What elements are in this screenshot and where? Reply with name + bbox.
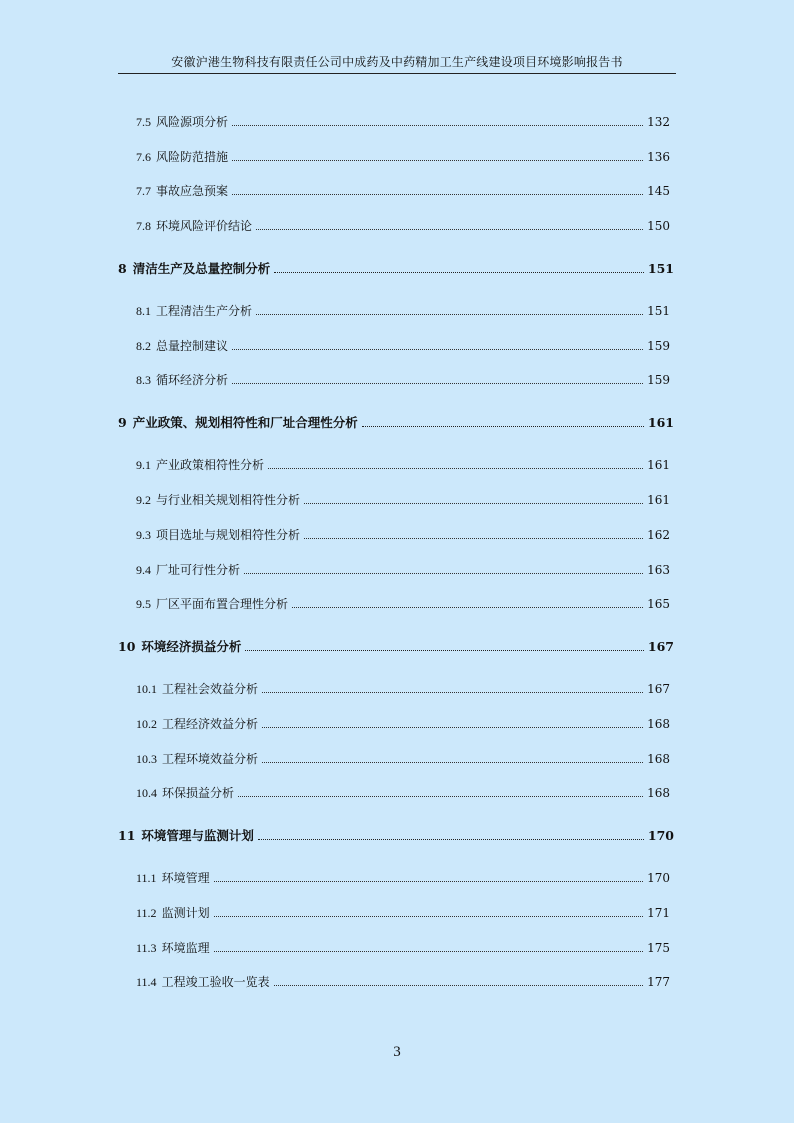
- toc-entry-title: 环保损益分析: [162, 786, 235, 801]
- toc-dot-leader: [256, 314, 643, 315]
- toc-chapter-entry[interactable]: [118, 257, 674, 277]
- toc-entry-number: 10.2: [136, 716, 157, 731]
- toc-entry-number: 11: [118, 827, 136, 843]
- toc-section-entry[interactable]: [118, 970, 670, 990]
- toc-spacer: [118, 612, 674, 635]
- toc-entry-page: 163: [647, 562, 670, 577]
- toc-dot-leader: [232, 160, 643, 161]
- toc-spacer: [118, 921, 674, 936]
- toc-spacer: [118, 234, 674, 257]
- toc-chapter-entry[interactable]: [118, 411, 674, 431]
- toc-section-entry[interactable]: [118, 677, 670, 697]
- toc-entry-title: 产业政策相符性分析: [156, 458, 265, 473]
- toc-entry-number: 10: [118, 638, 136, 654]
- toc-spacer: [118, 508, 674, 523]
- toc-spacer: [118, 655, 674, 678]
- toc-entry-page: 151: [647, 260, 674, 276]
- toc-entry-number: 9.3: [136, 527, 151, 542]
- toc-dot-leader: [232, 125, 643, 126]
- toc-section-entry[interactable]: [118, 145, 670, 165]
- toc-chapter-entry[interactable]: [118, 635, 674, 655]
- toc-entry-page: 136: [647, 149, 670, 164]
- toc-entry-title: 循环经济分析: [156, 373, 229, 388]
- toc-section-entry[interactable]: [118, 179, 670, 199]
- toc-dot-leader: [274, 272, 644, 273]
- toc-entry-number: 9.4: [136, 562, 151, 577]
- toc-entry-number: 9.2: [136, 493, 151, 508]
- toc-spacer: [118, 319, 674, 334]
- toc-spacer: [118, 354, 674, 369]
- toc-spacer: [118, 732, 674, 747]
- toc-entry-page: 167: [647, 682, 670, 697]
- toc-chapter-entry[interactable]: [118, 824, 674, 844]
- toc-section-entry[interactable]: [118, 901, 670, 921]
- toc-dot-leader: [244, 573, 643, 574]
- toc-entry-page: 150: [647, 219, 670, 234]
- toc-entry-number: 9.5: [136, 597, 151, 612]
- toc-section-entry[interactable]: [118, 523, 670, 543]
- toc-entry-title: 环境管理: [161, 871, 210, 886]
- toc-dot-leader: [214, 951, 644, 952]
- toc-entry-title: 项目选址与规划相符性分析: [156, 527, 301, 542]
- toc-dot-leader: [245, 650, 643, 651]
- toc-section-entry[interactable]: [118, 781, 670, 801]
- toc-section-entry[interactable]: [118, 712, 670, 732]
- toc-entry-number: 10.3: [136, 751, 157, 766]
- toc-section-entry[interactable]: [118, 488, 670, 508]
- toc-entry-page: 168: [647, 786, 670, 801]
- toc-entry-page: 177: [647, 975, 670, 990]
- toc-entry-number: 11.1: [136, 871, 157, 886]
- toc-entry-number: 11.3: [136, 940, 157, 955]
- toc-dot-leader: [232, 194, 643, 195]
- toc-entry-title: 监测计划: [161, 905, 210, 920]
- toc-entry-number: 8.1: [136, 304, 151, 319]
- toc-entry-title: 工程竣工验收一览表: [161, 975, 270, 990]
- toc-entry-number: 11.4: [136, 975, 157, 990]
- toc-entry-title: 厂址可行性分析: [156, 562, 241, 577]
- toc-spacer: [118, 697, 674, 712]
- toc-entry-page: 159: [647, 373, 670, 388]
- toc-entry-number: 7.5: [136, 115, 151, 129]
- toc-spacer: [118, 956, 674, 971]
- toc-entry-page: 167: [647, 638, 674, 654]
- toc-section-entry[interactable]: [118, 214, 670, 234]
- toc-dot-leader: [274, 985, 644, 986]
- toc-spacer: [118, 473, 674, 488]
- toc-dot-leader: [268, 468, 643, 469]
- toc-spacer: [118, 801, 674, 824]
- toc-dot-leader: [232, 383, 643, 384]
- toc-section-entry[interactable]: [118, 747, 670, 767]
- toc-entry-number: 8.3: [136, 373, 151, 388]
- toc-entry-number: 7.8: [136, 219, 151, 234]
- toc-spacer: [118, 388, 674, 411]
- toc-section-entry[interactable]: [118, 334, 670, 354]
- toc-spacer: [118, 543, 674, 558]
- toc-section-entry[interactable]: [118, 110, 670, 130]
- toc-entry-number: 10.1: [136, 682, 157, 697]
- toc-entry-page: 161: [647, 458, 670, 473]
- toc-entry-title: 厂区平面布置合理性分析: [156, 597, 289, 612]
- toc-entry-number: 11.2: [136, 905, 157, 920]
- toc-entry-title: 环境监理: [161, 940, 210, 955]
- toc-entry-page: 170: [647, 871, 670, 886]
- toc-entry-page: 170: [647, 827, 674, 843]
- toc-entry-title: 环境风险评价结论: [156, 219, 253, 234]
- toc-entry-number: 8.2: [136, 338, 151, 353]
- toc-spacer: [118, 844, 674, 867]
- toc-entry-number: 9.1: [136, 458, 151, 473]
- toc-spacer: [118, 130, 674, 145]
- toc-dot-leader: [214, 916, 644, 917]
- toc-section-entry[interactable]: [118, 592, 670, 612]
- header-rule: [118, 73, 676, 74]
- toc-dot-leader: [258, 839, 644, 840]
- toc-entry-title: 工程清洁生产分析: [156, 304, 253, 319]
- toc-entry-number: 8: [118, 260, 127, 276]
- toc-entry-title: 风险防范措施: [156, 149, 229, 164]
- toc-spacer: [118, 886, 674, 901]
- toc-section-entry[interactable]: [118, 453, 670, 473]
- toc-entry-page: 161: [647, 493, 670, 508]
- toc-entry-page: 171: [647, 905, 670, 920]
- toc-spacer: [118, 165, 674, 180]
- toc-spacer: [118, 277, 674, 300]
- toc-dot-leader: [232, 349, 643, 350]
- toc-section-entry[interactable]: [118, 936, 670, 956]
- toc-spacer: [118, 199, 674, 214]
- toc-section-entry[interactable]: [118, 368, 670, 388]
- toc-entry-page: 175: [647, 940, 670, 955]
- toc-entry-title: 风险源项分析: [156, 115, 229, 129]
- toc-dot-leader: [304, 503, 643, 504]
- toc-entry-title: 总量控制建议: [156, 338, 229, 353]
- toc-entry-title: 工程环境效益分析: [162, 751, 259, 766]
- toc-entry-title: 工程社会效益分析: [162, 682, 259, 697]
- toc-dot-leader: [304, 538, 643, 539]
- toc-entry-number: 10.4: [136, 786, 157, 801]
- toc-spacer: [118, 431, 674, 454]
- toc-section-entry[interactable]: [118, 299, 670, 319]
- table-of-contents: [118, 110, 674, 990]
- toc-spacer: [118, 578, 674, 593]
- toc-section-entry[interactable]: [118, 558, 670, 578]
- toc-dot-leader: [214, 881, 644, 882]
- toc-entry-title: 清洁生产及总量控制分析: [132, 260, 271, 276]
- toc-entry-page: 168: [647, 716, 670, 731]
- toc-spacer: [118, 767, 674, 782]
- toc-entry-title: 工程经济效益分析: [162, 716, 259, 731]
- toc-entry-title: 事故应急预案: [156, 184, 229, 199]
- toc-entry-title: 产业政策、规划相符性和厂址合理性分析: [132, 414, 358, 430]
- toc-entry-page: 132: [647, 115, 670, 129]
- toc-dot-leader: [362, 426, 644, 427]
- toc-dot-leader: [262, 692, 643, 693]
- toc-entry-page: 151: [647, 304, 670, 319]
- toc-dot-leader: [262, 762, 643, 763]
- toc-entry-page: 168: [647, 751, 670, 766]
- toc-dot-leader: [262, 727, 643, 728]
- toc-section-entry[interactable]: [118, 866, 670, 886]
- toc-entry-page: 159: [647, 338, 670, 353]
- toc-entry-title: 与行业相关规划相符性分析: [156, 493, 301, 508]
- toc-dot-leader: [238, 796, 643, 797]
- toc-entry-page: 145: [647, 184, 670, 199]
- toc-entry-number: 7.6: [136, 149, 151, 164]
- toc-entry-number: 9: [118, 414, 127, 430]
- toc-entry-page: 162: [647, 527, 670, 542]
- running-header: 安徽沪港生物科技有限责任公司中成药及中药精加工生产线建设项目环境影响报告书: [171, 55, 623, 69]
- toc-dot-leader: [292, 607, 643, 608]
- toc-entry-title: 环境经济损益分析: [141, 638, 242, 654]
- toc-entry-number: 7.7: [136, 184, 151, 199]
- toc-entry-title: 环境管理与监测计划: [141, 827, 254, 843]
- page-number: 3: [393, 1044, 401, 1060]
- toc-dot-leader: [256, 229, 643, 230]
- toc-entry-page: 161: [647, 414, 674, 430]
- toc-entry-page: 165: [647, 597, 670, 612]
